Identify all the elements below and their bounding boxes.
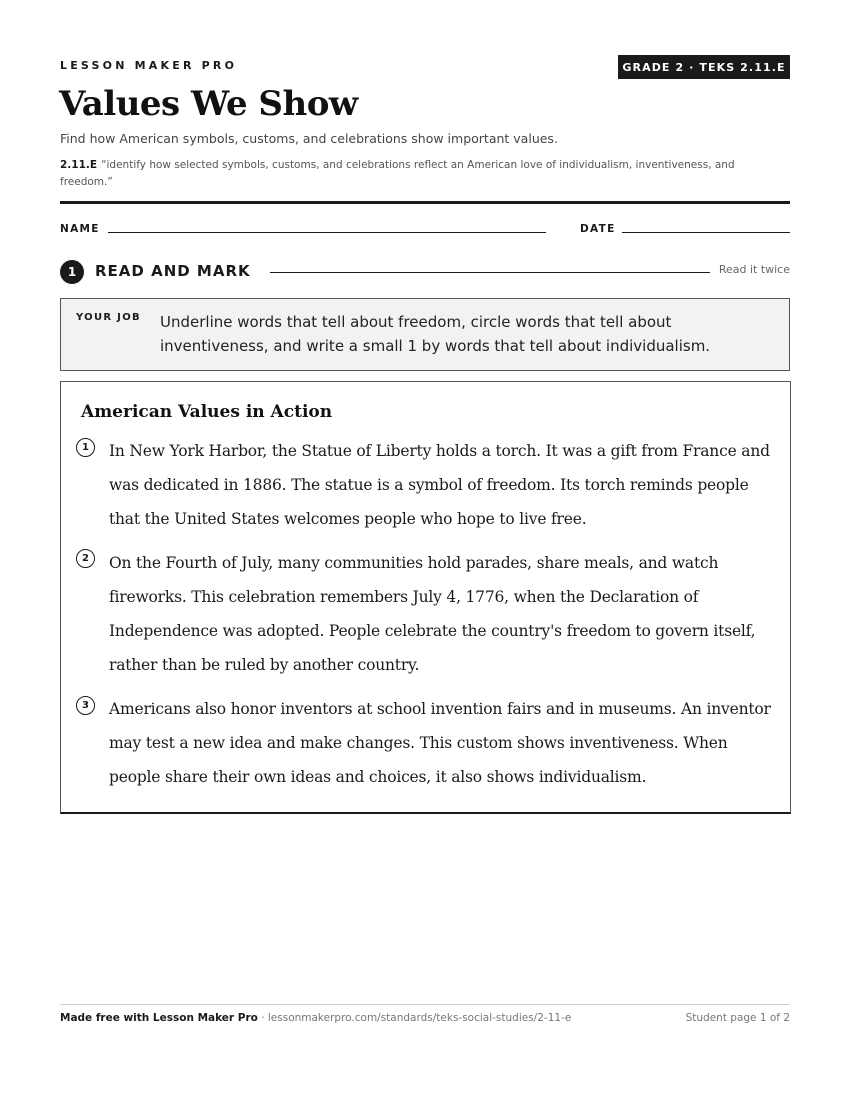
- date-field[interactable]: [622, 232, 790, 233]
- passage-title: American Values in Action: [81, 402, 333, 422]
- job-text: Underline words that tell about freedom, circle words that tell about inventiveness, and write a small 1 by words that tell about individualism.: [160, 313, 711, 355]
- grade-badge: GRADE 2 · TEKS 2.11.E: [618, 55, 790, 79]
- footer-divider: [60, 1004, 790, 1005]
- page-subtitle: Find how American symbols, customs, and celebrations show important values.: [60, 131, 558, 146]
- section-divider: [270, 272, 710, 273]
- brand-name: LESSON MAKER PRO: [60, 59, 238, 72]
- footer-made-with: Made free with Lesson Maker Pro: [60, 1012, 258, 1024]
- standard-quote: “identify how selected symbols, customs, and celebrations reflect an American love of individualism, inventiveness, and freedom.”: [60, 159, 735, 188]
- header-divider: [60, 201, 790, 204]
- paragraph-2: On the Fourth of July, many communities hold parades, share meals, and watch fireworks. This celebration remembers July 4, 1776, when the Declaration of Independence was adopted. People celebrate the country's freedom to govern itself, rather than be ruled by another country.: [109, 554, 756, 674]
- paragraph-number-2: 2: [76, 549, 95, 568]
- date-label: DATE: [580, 223, 616, 235]
- page-title: Values We Show: [59, 84, 358, 124]
- paragraph-1: In New York Harbor, the Statue of Liberty holds a torch. It was a gift from France and was dedicated in 1886. The statue is a symbol of freedom. Its torch reminds people that the United States welcomes people who hope to live free.: [109, 442, 770, 528]
- section-title: READ AND MARK: [95, 262, 251, 280]
- standard-text: [60, 157, 780, 191]
- footer-url[interactable]: · lessonmakerpro.com/standards/teks-social-studies/2-11-e: [257, 1012, 572, 1024]
- section-hint: Read it twice: [718, 263, 790, 276]
- section-number-badge: 1: [60, 260, 84, 284]
- footer-page-number: Student page 1 of 2: [685, 1012, 790, 1024]
- job-label: YOUR JOB: [76, 312, 141, 323]
- reading-passage: [60, 381, 791, 814]
- name-label: NAME: [60, 223, 100, 235]
- standard-code: 2.11.E: [60, 159, 98, 171]
- paragraph-number-3: 3: [76, 696, 95, 715]
- paragraph-3: Americans also honor inventors at school invention fairs and in museums. An inventor may test a new idea and make changes. This custom shows inventiveness. When people share their own ideas and choices, it also shows individualism.: [109, 700, 771, 786]
- paragraph-number-1: 1: [76, 438, 95, 457]
- footer-credit: [60, 1012, 571, 1024]
- job-instructions-box: [60, 298, 790, 371]
- name-field[interactable]: [108, 232, 546, 233]
